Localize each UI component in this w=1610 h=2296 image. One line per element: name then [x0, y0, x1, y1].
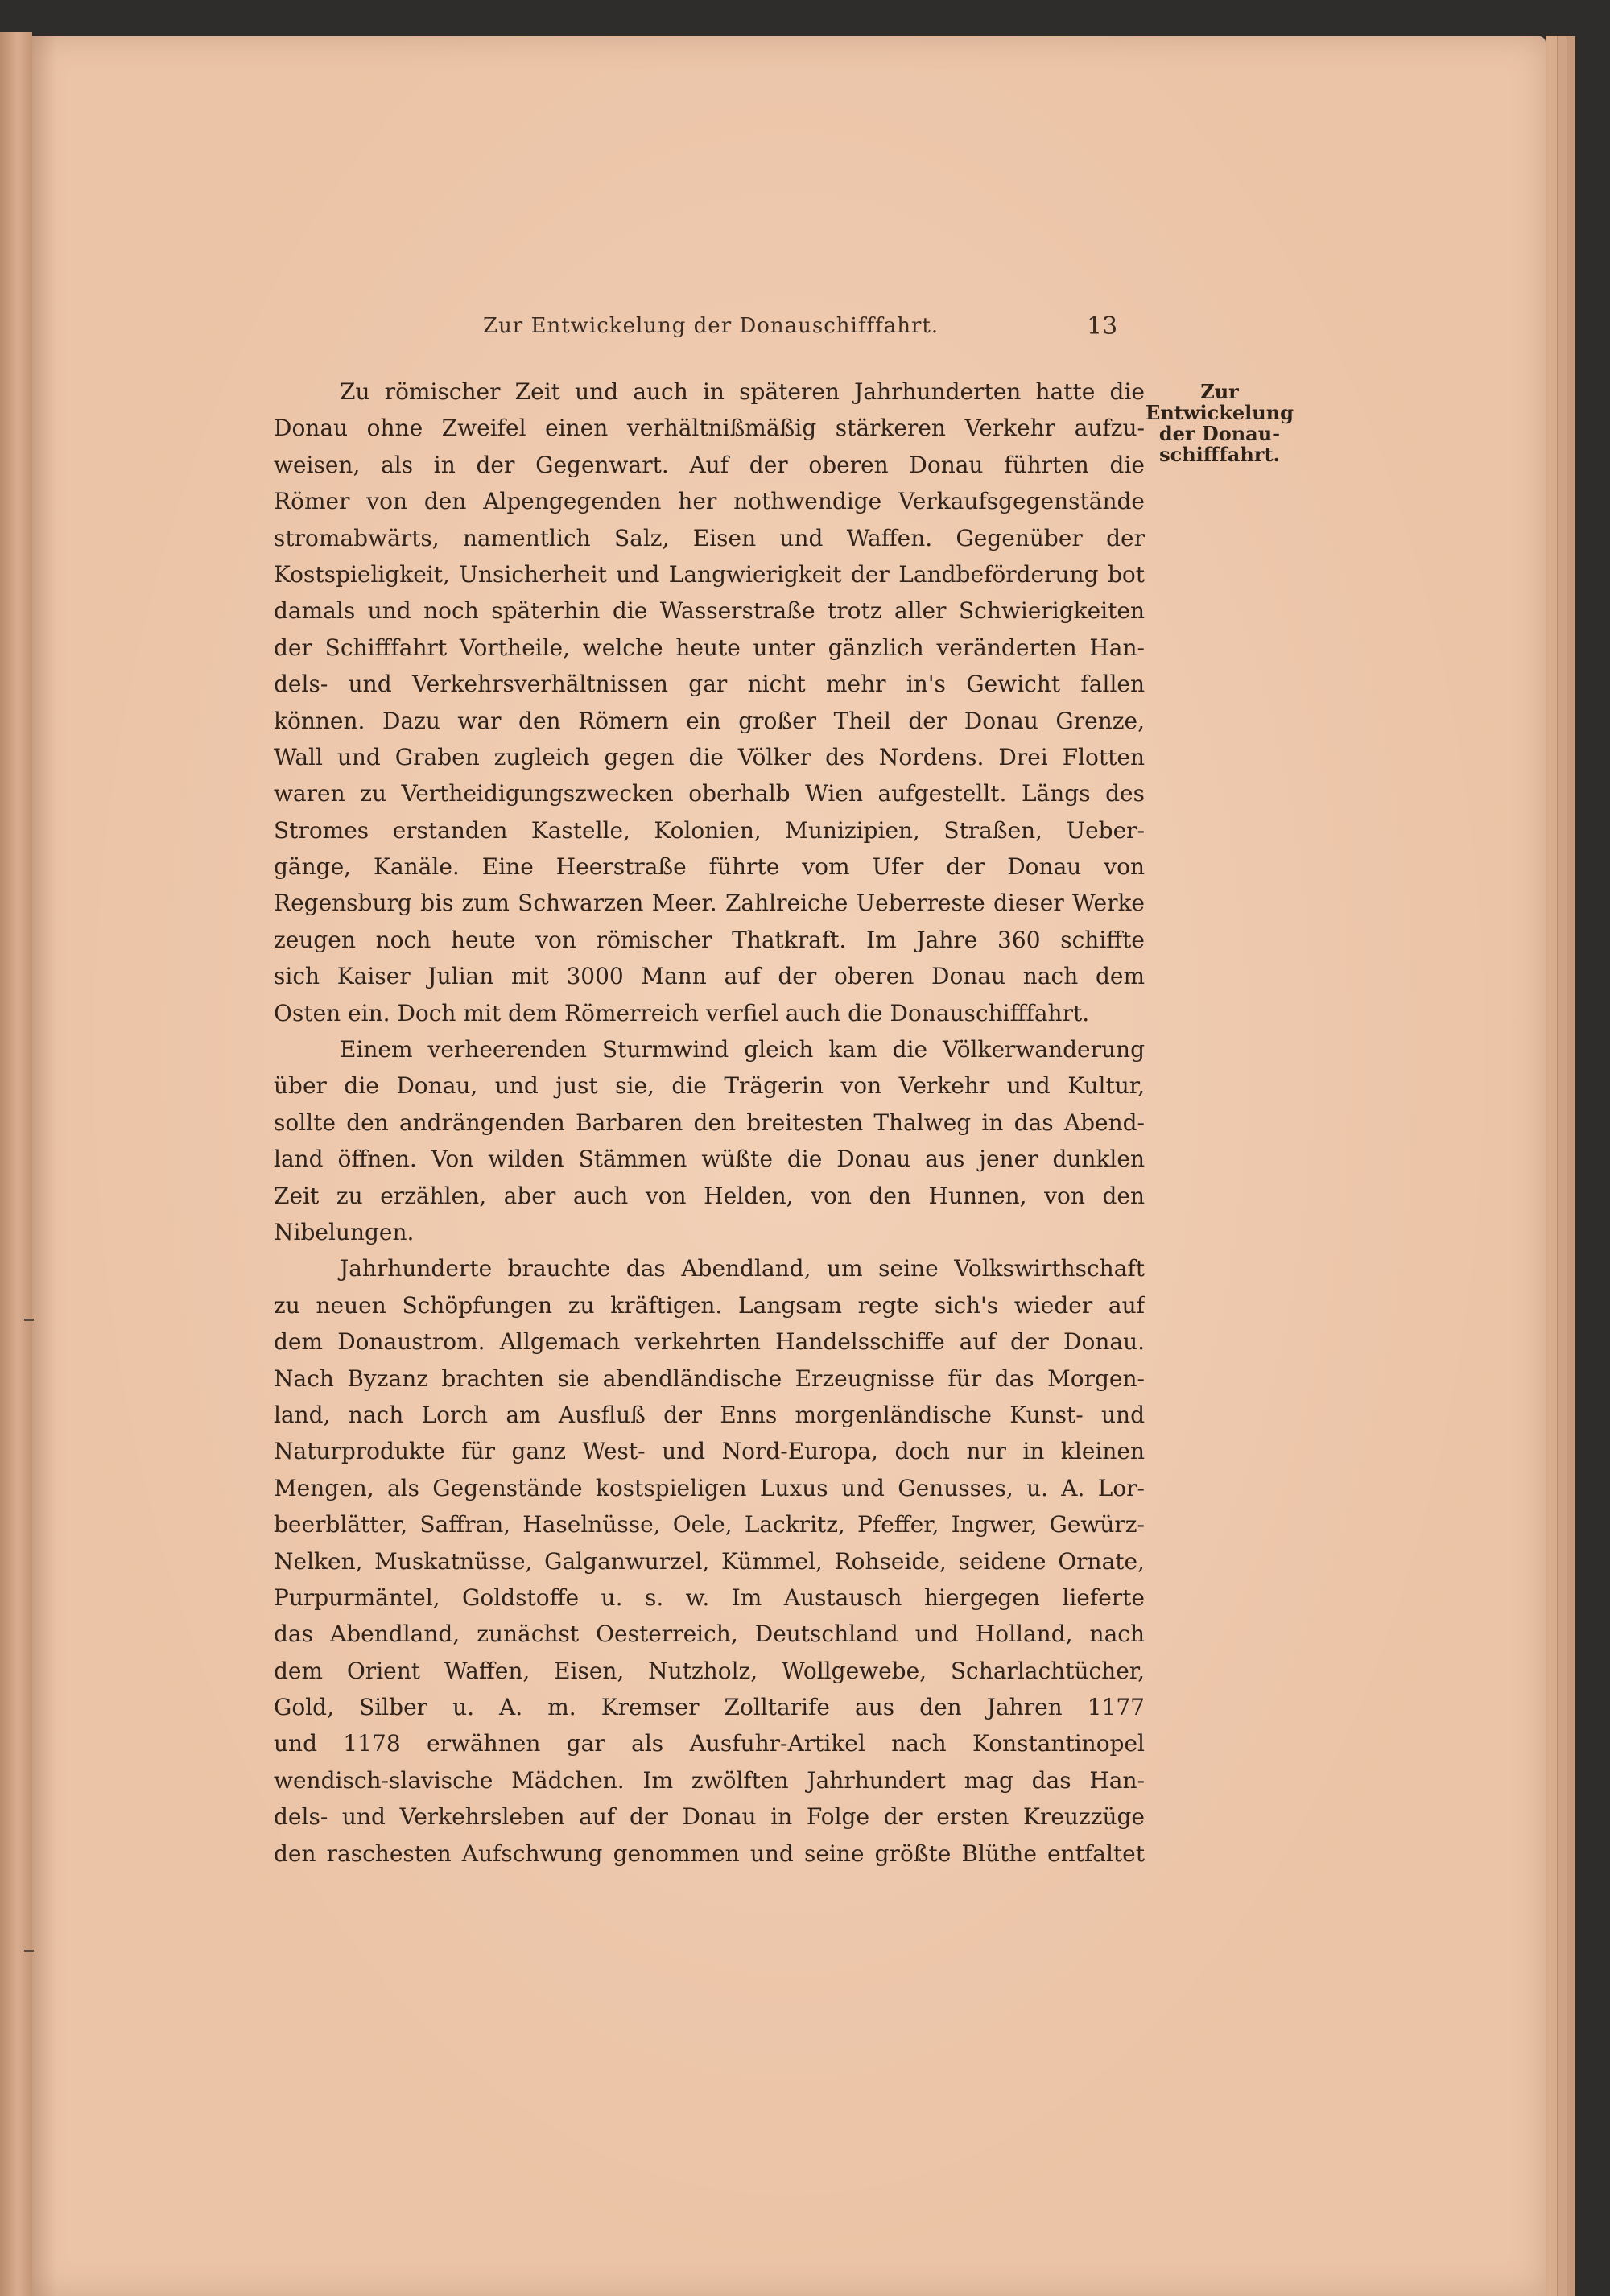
text-line: über die Donau, und just sie, die Trägerin von Verkehr und Kultur,: [274, 1072, 1145, 1100]
text-line: Wall und Graben zugleich gegen die Völker des Nordens. Drei Flotten: [274, 743, 1145, 770]
text-line: weisen, als in der Gegenwart. Auf der oberen Donau führten die: [274, 451, 1145, 478]
text-line: der Schifffahrt Vortheile, welche heute unter gänzlich veränderten Han-: [274, 634, 1145, 661]
text-line: Römer von den Alpengegenden her nothwendige Verkaufsgegenstände: [274, 488, 1145, 515]
text-line: Mengen, als Gegenstände kostspieligen Luxus und Genusses, u. A. Lor-: [274, 1474, 1145, 1501]
text-line: dem Orient Waffen, Eisen, Nutzholz, Wollgewebe, Scharlachtücher,: [274, 1657, 1145, 1684]
text-line: Nelken, Muskatnüsse, Galganwurzel, Kümmel, Rohseide, seidene Ornate,: [274, 1547, 1145, 1575]
text-line: damals und noch späterhin die Wasserstraße trotz aller Schwierigkeiten: [274, 597, 1145, 625]
text-line: waren zu Vertheidigungszwecken oberhalb Wien aufgestellt. Längs des: [274, 780, 1145, 807]
text-line: Jahrhunderte brauchte das Abendland, um seine Volkswirthschaft: [340, 1255, 1145, 1282]
binding-mark: [24, 1950, 34, 1952]
text-line: land öffnen. Von wilden Stämmen wüßte die Donau aus jener dunklen: [274, 1146, 1145, 1173]
margin-note-line: schifffahrt.: [1159, 443, 1280, 466]
text-line: das Abendland, zunächst Oesterreich, Deutschland und Holland, nach: [274, 1621, 1145, 1648]
text-line: stromabwärts, namentlich Salz, Eisen und Waffen. Gegenüber der: [274, 524, 1145, 551]
text-line: wendisch-slavische Mädchen. Im zwölften Jahrhundert mag das Han-: [274, 1766, 1145, 1794]
binding-mark: [24, 1319, 34, 1321]
text-line: Zu römischer Zeit und auch in späteren Jahrhunderten hatte die: [340, 378, 1145, 405]
paragraph: [274, 374, 1145, 1031]
text-line: zeugen noch heute von römischer Thatkraft. Im Jahre 360 schiffte: [274, 926, 1145, 953]
text-line: sich Kaiser Julian mit 3000 Mann auf der oberen Donau nach dem: [274, 963, 1145, 990]
text-line: Stromes erstanden Kastelle, Kolonien, Munizipien, Straßen, Ueber-: [274, 816, 1145, 844]
text-line: den raschesten Aufschwung genommen und seine größte Blüthe entfaltet: [274, 1840, 1145, 1867]
page-stack-edge: [1546, 36, 1558, 2296]
text-line: können. Dazu war den Römern ein großer Theil der Donau Grenze,: [274, 707, 1145, 734]
text-line: Nach Byzanz brachten sie abendländische Erzeugnisse für das Morgen-: [274, 1365, 1145, 1392]
text-line: Purpurmäntel, Goldstoffe u. s. w. Im Austausch hiergegen lieferte: [274, 1584, 1145, 1611]
text-line: Zeit zu erzählen, aber auch von Helden, von den Hunnen, von den: [274, 1182, 1145, 1209]
page-number: 13: [1087, 312, 1118, 341]
paragraph: [274, 1250, 1145, 1872]
text-line: gänge, Kanäle. Eine Heerstraße führte vom Ufer der Donau von: [274, 853, 1145, 881]
text-line: Osten ein. Doch mit dem Römerreich verfiel auch die Donauschifffahrt.: [274, 999, 1090, 1026]
text-line: Einem verheerenden Sturmwind gleich kam die Völkerwanderung: [340, 1036, 1145, 1063]
body-text: [274, 374, 1145, 1872]
text-line: zu neuen Schöpfungen zu kräftigen. Langsam regte sich's wieder auf: [274, 1291, 1145, 1319]
text-line: dels- und Verkehrsverhältnissen gar nicht mehr in's Gewicht fallen: [274, 671, 1145, 698]
text-line: land, nach Lorch am Ausfluß der Enns morgenländische Kunst- und: [274, 1401, 1145, 1428]
adjacent-page-edge: [0, 32, 32, 2296]
text-line: Kostspieligkeit, Unsicherheit und Langwierigkeit der Landbeförderung bot: [274, 560, 1145, 588]
text-line: Regensburg bis zum Schwarzen Meer. Zahlreiche Ueberreste dieser Werke: [274, 890, 1145, 917]
running-title: Zur Entwickelung der Donauschifffahrt.: [483, 314, 939, 338]
text-line: und 1178 erwähnen gar als Ausfuhr-Artikel nach Konstantinopel: [274, 1730, 1145, 1757]
text-line: Donau ohne Zweifel einen verhältnißmäßig stärkeren Verkehr aufzu-: [274, 415, 1145, 442]
text-line: dels- und Verkehrsleben auf der Donau in Folge der ersten Kreuzzüge: [274, 1803, 1145, 1831]
text-line: sollte den andrängenden Barbaren den breitesten Thalweg in das Abend-: [274, 1109, 1145, 1136]
text-line: Nibelungen.: [274, 1218, 415, 1245]
margin-note-line: Entwickelung: [1146, 401, 1294, 424]
text-line: dem Donaustrom. Allgemach verkehrten Handelsschiffe auf der Donau.: [274, 1328, 1145, 1356]
paragraph: [274, 1031, 1145, 1250]
text-line: Gold, Silber u. A. m. Kremser Zolltarife aus den Jahren 1177: [274, 1694, 1145, 1721]
margin-note-line: Zur: [1200, 380, 1239, 403]
text-line: Naturprodukte für ganz West- und Nord-Europa, doch nur in kleinen: [274, 1438, 1145, 1465]
margin-note: [1143, 382, 1296, 465]
margin-note-line: der Donau-: [1158, 422, 1281, 445]
text-line: beerblätter, Saffran, Haselnüsse, Oele, Lackritz, Pfeffer, Ingwer, Gewürz-: [274, 1511, 1145, 1538]
page-stack-edge: [1567, 36, 1575, 2296]
